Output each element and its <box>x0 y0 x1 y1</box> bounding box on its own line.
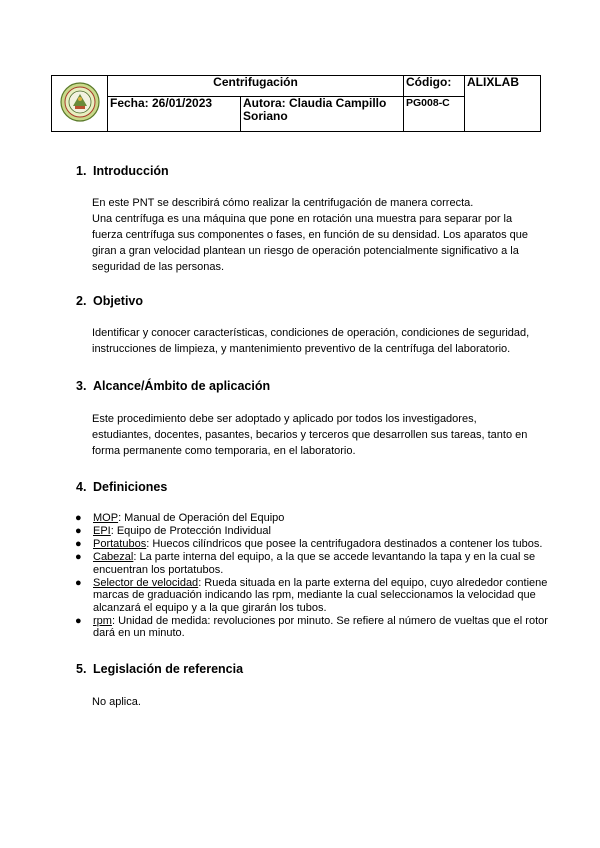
list-item <box>75 538 555 551</box>
section-title: Alcance/Ámbito de aplicación <box>93 379 271 393</box>
bullet-icon: ● <box>75 538 82 550</box>
logo-cell <box>52 76 108 132</box>
list-item <box>75 577 555 615</box>
section-number: 1. <box>76 164 87 178</box>
code-cell <box>404 96 465 131</box>
code-label: Código: <box>406 75 452 89</box>
institution-seal-icon <box>60 82 100 122</box>
definition-text: : Equipo de Protección Individual <box>110 525 271 537</box>
title-cell <box>108 76 404 97</box>
document-date: Fecha: 26/01/2023 <box>110 95 213 110</box>
definition-text: : Manual de Operación del Equipo <box>118 512 285 524</box>
document-title: Centrifugación <box>213 75 298 89</box>
section-1-paragraph-2: Una centrífuga es una máquina que pone en rotación una muestra para separar por la fuerza centrífuga sus componentes o fases, en función de su densidad. Los aparatos que giran a gran velocidad plantean un riesgo de operación potencialmente significativo a la seguridad de las personas. <box>92 213 529 273</box>
section-3-heading <box>76 379 270 393</box>
section-number: 2. <box>76 294 87 308</box>
section-1-paragraph-1: En este PNT se describirá cómo realizar la centrifugación de manera correcta. <box>92 197 474 209</box>
section-number: 3. <box>76 379 87 393</box>
section-title: Legislación de referencia <box>93 662 244 676</box>
list-item <box>75 525 555 538</box>
section-number: 4. <box>76 480 87 494</box>
section-2-paragraph: Identificar y conocer características, condiciones de operación, condiciones de seguridad, instrucciones de limpieza, y mantenimiento preventivo de la centrífuga del laboratorio. <box>92 327 530 355</box>
definition-term: EPI <box>93 525 111 537</box>
list-item <box>75 551 555 576</box>
author-cell <box>241 96 404 131</box>
definitions-list <box>75 512 555 640</box>
bullet-icon: ● <box>75 614 82 627</box>
section-5-heading <box>76 662 243 676</box>
list-item <box>75 615 555 640</box>
definition-term: Cabezal <box>93 551 134 563</box>
section-number: 5. <box>76 662 87 676</box>
definition-text: : Rueda situada en la parte externa del equipo, cuyo alrededor contiene marcas de graduación indicando las rpm, mediante la cual seleccionamos la velocidad que alcanzará el equipo y a la que girarán los tubos. <box>93 576 548 614</box>
definition-term: rpm <box>93 614 112 627</box>
bullet-icon: ● <box>75 576 82 589</box>
date-cell <box>108 96 241 131</box>
org-cell <box>465 76 541 132</box>
definition-term: Portatubos <box>93 538 147 550</box>
code-label-cell <box>404 76 465 97</box>
bullet-icon: ● <box>75 525 82 537</box>
document-author: Autora: Claudia Campillo Soriano <box>243 95 387 123</box>
definition-term: Selector de velocidad <box>93 576 199 589</box>
definition-text: : Huecos cilíndricos que posee la centrifugadora destinados a contener los tubos. <box>146 538 543 550</box>
bullet-icon: ● <box>75 551 82 563</box>
section-1-heading <box>76 164 169 178</box>
section-title: Introducción <box>93 164 169 178</box>
bullet-icon: ● <box>75 512 82 524</box>
section-5-paragraph: No aplica. <box>92 696 141 708</box>
definition-text: : La parte interna del equipo, a la que se accede levantando la tapa y en la cual se encuentran los portatubos. <box>93 551 536 576</box>
org-name: ALIXLAB <box>467 75 519 89</box>
list-item <box>75 512 555 525</box>
section-2-heading <box>76 294 143 308</box>
section-title: Definiciones <box>93 480 168 494</box>
section-3-paragraph: Este procedimiento debe ser adoptado y aplicado por todos los investigadores, estudiantes, docentes, pasantes, becarios y terceros que desarrollen sus tareas, tanto en forma permanente como temporaria, en el laboratorio. <box>92 413 528 457</box>
definition-term: MOP <box>93 512 119 524</box>
document-code: PG008-C <box>406 96 450 109</box>
section-title: Objetivo <box>93 294 144 308</box>
section-4-heading <box>76 480 167 494</box>
document-header-table <box>51 75 541 132</box>
definition-text: : Unidad de medida: revoluciones por minuto. Se refiere al número de vueltas que el rotor dará en un minuto. <box>93 614 548 639</box>
